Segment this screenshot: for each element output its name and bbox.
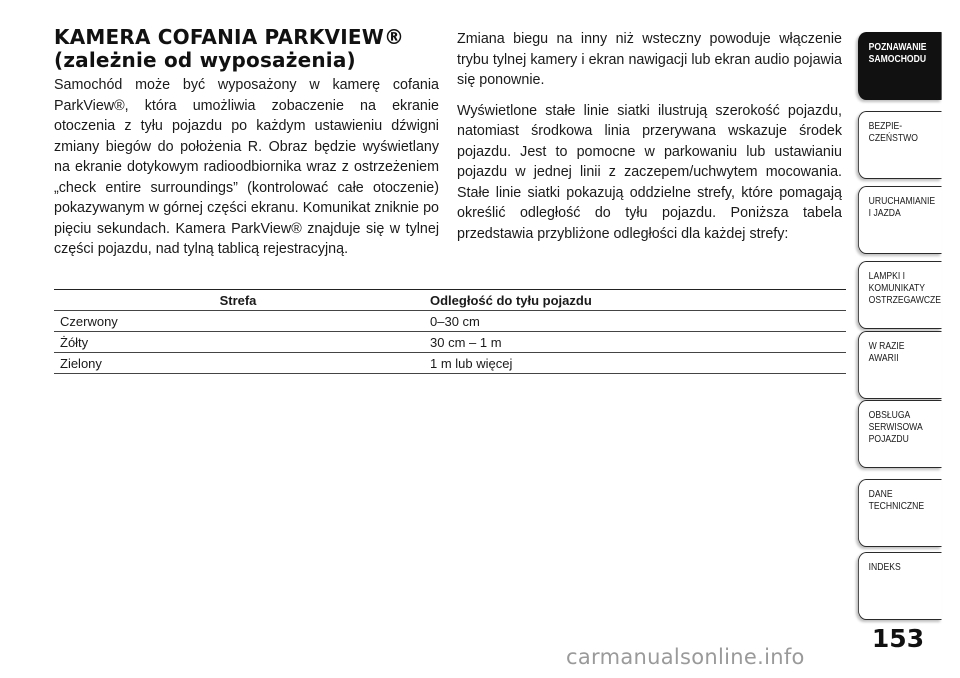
tab-lampki-i-komunikaty[interactable]: LAMPKI I KOMUNIKATY OSTRZEGAWCZE <box>858 261 942 329</box>
chapter-tabs <box>858 0 960 678</box>
header-zone: Strefa <box>54 290 422 311</box>
right-column <box>457 29 842 244</box>
zone-cell: Zielony <box>54 353 422 374</box>
table-row <box>54 332 846 353</box>
zone-cell: Czerwony <box>54 311 422 332</box>
tab-bezpieczenstwo[interactable]: BEZPIE- CZEŃSTWO <box>858 111 942 179</box>
tab-indeks[interactable]: INDEKS <box>858 552 942 620</box>
grid-lines-paragraph: Wyświetlone stałe linie siatki ilustrują szerokość pojazdu, natomiast środkowa linia przerywana wskazuje środek pojazdu. Jest to pomocne w parkowaniu lub ustawianiu pojazdu w jednej linii z zaczepem/uchwytem mocowania. Stałe linie siatki pokazują oddzielne strefy, które pomagają określić odległość do tyłu pojazdu. Poniższa tabela przedstawia przybliżone odległości dla każdej strefy: <box>457 102 842 242</box>
tab-uruchamianie-i-jazda[interactable]: URUCHAMIANIE I JAZDA <box>858 186 942 254</box>
tab-obsluga-serwisowa[interactable]: OBSŁUGA SERWISOWA POJAZDU <box>858 400 942 468</box>
zone-distance-table <box>54 289 846 374</box>
zone-cell: Żółty <box>54 332 422 353</box>
distance-cell: 30 cm – 1 m <box>422 332 846 353</box>
heading-line-2: (zależnie od wyposażenia) <box>54 48 356 72</box>
section-heading <box>54 26 439 72</box>
table-row <box>54 311 846 332</box>
header-distance: Odległość do tyłu pojazdu <box>422 290 846 311</box>
tab-w-razie-awarii[interactable]: W RAZIE AWARII <box>858 331 942 399</box>
table-header-row <box>54 290 846 311</box>
watermark-text: carmanualsonline.info <box>566 645 805 669</box>
intro-paragraph: Samochód może być wyposażony w kamerę cofania ParkView®, która umożliwia zobaczenie na ekranie otoczenia z tyłu pojazdu po każdym ustawieniu dźwigni zmiany biegów do położenia R. Obraz będzie wyświetlany na ekranie dotykowym radioodbiornika wraz z ostrzeżeniem „check entire surroundings” (kontrolować całe otoczenie) pokazywanym w górnej części ekranu. Komunikat zniknie po pięciu sekundach. Kamera ParkView® znajduje się w tylnej części pojazdu, nad tylną tablicą rejestracyjną. <box>54 77 439 257</box>
heading-line-1: KAMERA COFANIA PARKVIEW® <box>54 25 405 49</box>
gear-change-paragraph: Zmiana biegu na inny niż wsteczny powoduje włączenie trybu tylnej kamery i ekran nawigacji lub ekran audio pojawia się ponownie. <box>457 31 842 88</box>
tab-dane-techniczne[interactable]: DANE TECHNICZNE <box>858 479 942 547</box>
tab-poznawanie-samochodu[interactable]: POZNAWANIE SAMOCHODU <box>858 32 942 100</box>
page-number: 153 <box>871 624 925 653</box>
distance-cell: 1 m lub więcej <box>422 353 846 374</box>
table-row <box>54 353 846 374</box>
left-column <box>54 26 439 260</box>
distance-cell: 0–30 cm <box>422 311 846 332</box>
